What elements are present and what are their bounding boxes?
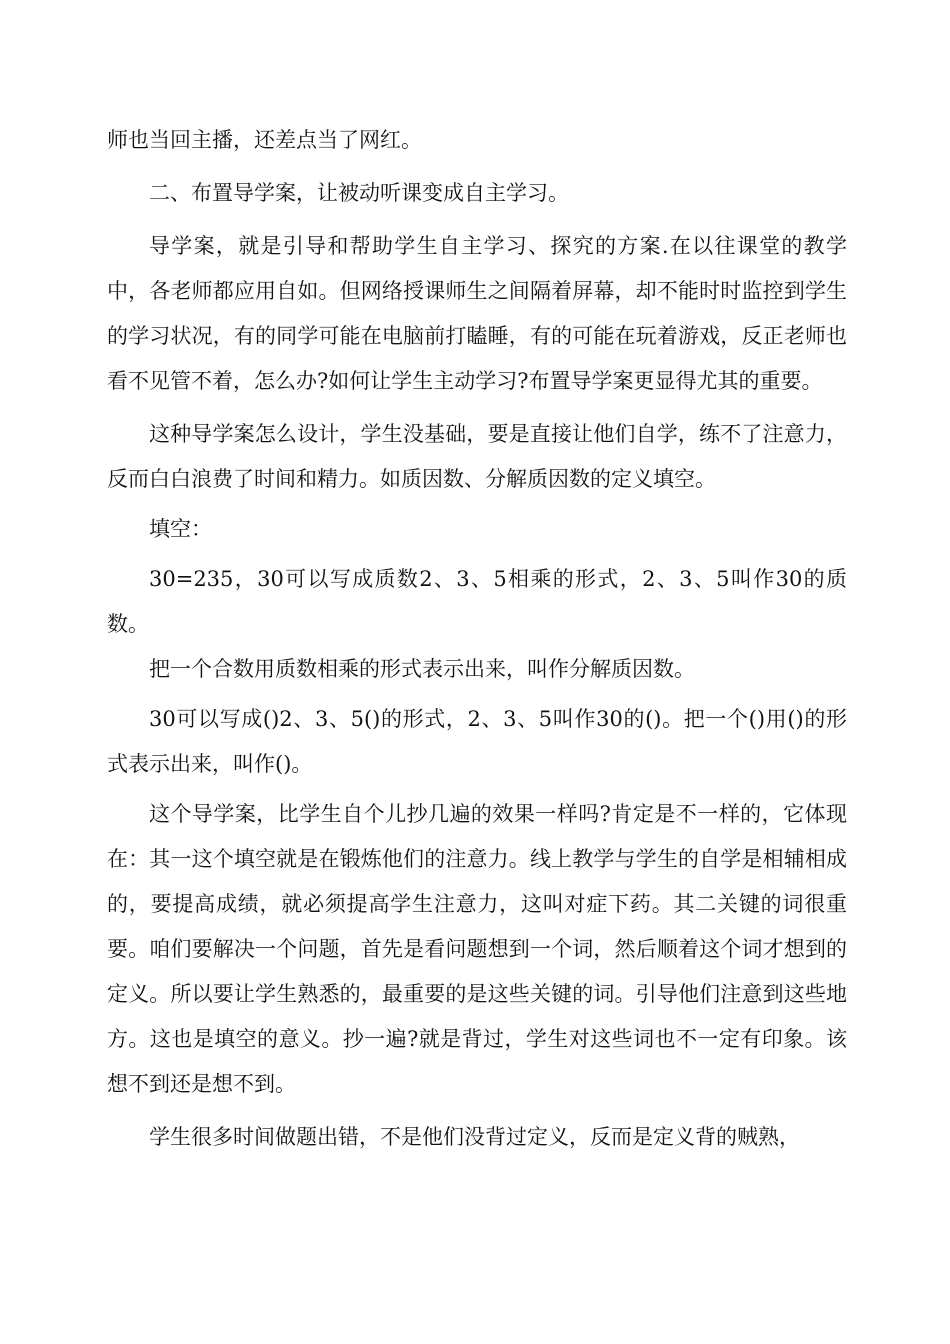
paragraph-guide-design: 这种导学案怎么设计，学生没基础，要是直接让他们自学，练不了注意力，反而白白浪费了时间和精力。如质因数、分解质因数的定义填空。: [107, 422, 847, 491]
section-heading: 二、布置导学案，让被动听课变成自主学习。: [149, 181, 569, 205]
paragraph-guide-effect: 这个导学案，比学生自个儿抄几遍的效果一样吗?肯定是不一样的，它体现在：其一这个填空就是在锻炼他们的注意力。线上教学与学生的自学是相辅相成的，要提高成绩，就必须提高学生注意力，这叫对症下药。其二关键的词很重要。咱们要解决一个问题，首先是看问题想到一个词，然后顺着这个词才想到的定义。所以要让学生熟悉的，最重要的是这些关键的词。引导他们注意到这些地方。这也是填空的意义。抄一遍?就是背过，学生对这些词也不一定有印象。该想不到还是想不到。: [107, 802, 847, 1096]
paragraph-example-factorization: 把一个合数用质数相乘的形式表示出来，叫作分解质因数。: [149, 657, 695, 681]
paragraph-continuation: 师也当回主播，还差点当了网红。: [107, 128, 422, 152]
paragraph-guide-definition: 导学案，就是引导和帮助学生自主学习、探究的方案.在以往课堂的教学中，各老师都应用自如。但网络授课师生之间隔着屏幕，却不能时时监控到学生的学习状况，有的同学可能在电脑前打瞌睡，有的可能在玩着游戏，反正老师也看不见管不着，怎么办?如何让学生主动学习?布置导学案更显得尤其的重要。: [107, 234, 847, 393]
paragraph-student-errors: 学生很多时间做题出错，不是他们没背过定义，反而是定义背的贼熟，: [149, 1125, 800, 1149]
paragraph-fill-blank-exercise: 30可以写成()2、3、5()的形式，2、3、5叫作30的()。把一个()用()的形式表示出来，叫作()。: [107, 707, 847, 776]
paragraph-example-prime: 30=235，30可以写成质数2、3、5相乘的形式，2、3、5叫作30的质数。: [107, 567, 847, 636]
document-body: [107, 118, 847, 1160]
paragraph-fill-blank-label: 填空：: [149, 517, 212, 541]
